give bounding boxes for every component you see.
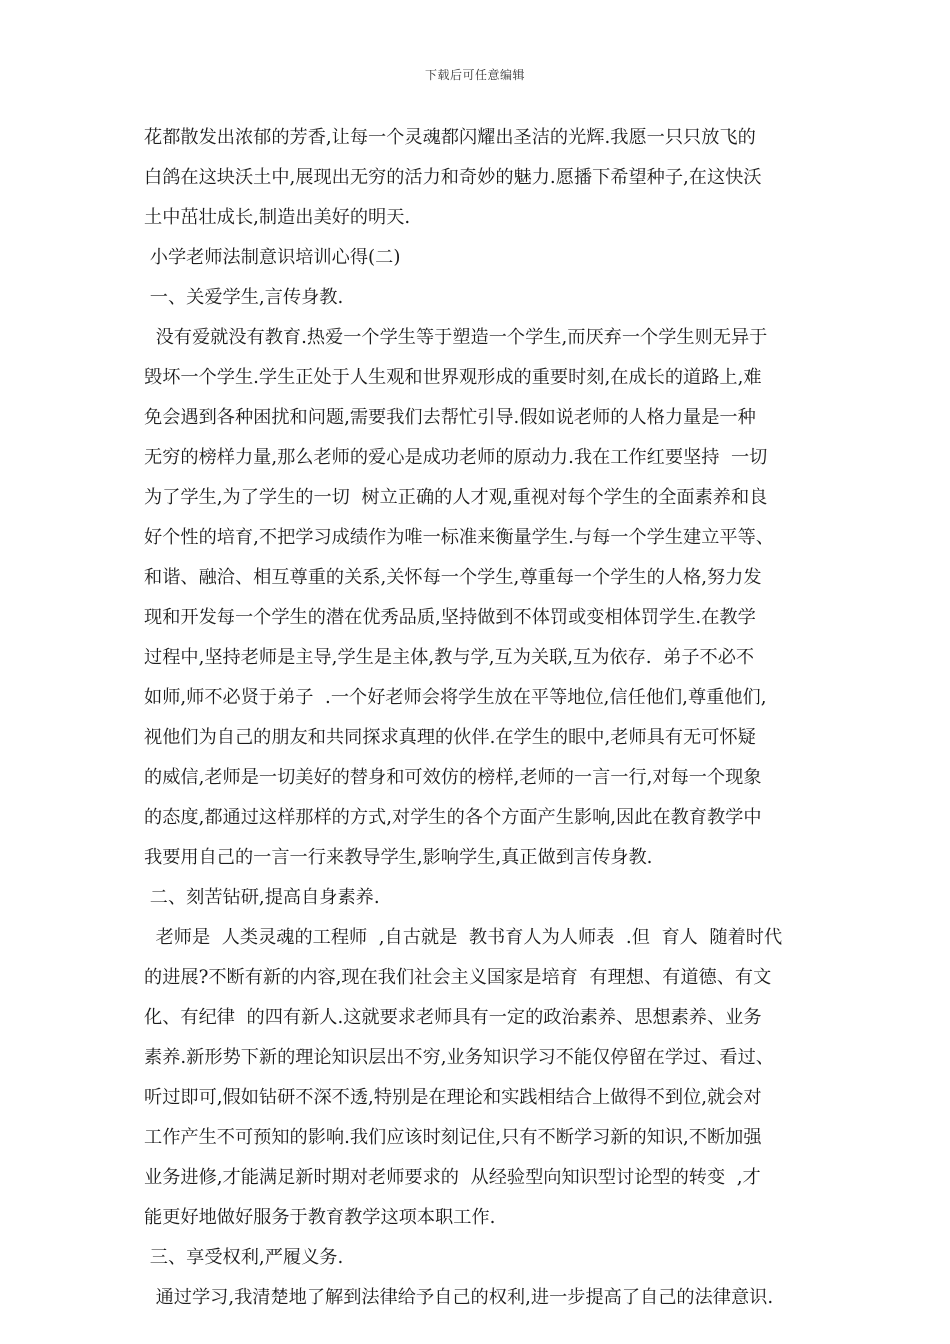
text-line: 毁坏一个学生.学生正处于人生观和世界观形成的重要时刻,在成长的道路上,难 <box>144 367 762 388</box>
text-line: 现和开发每一个学生的潜在优秀品质,坚持做到不体罚或变相体罚学生.在教学 <box>144 607 756 628</box>
text-line: 无穷的榜样力量,那么老师的爱心是成功老师的原动力.我在工作红要坚持 一切 <box>144 447 768 468</box>
text-line: 过程中,坚持老师是主导,学生是主体,教与学,互为关联,互为依存. 弟子不必不 <box>144 647 755 668</box>
text-line: 我要用自己的一言一行来教导学生,影响学生,真正做到言传身教. <box>144 847 653 868</box>
text-line: 花都散发出浓郁的芳香,让每一个灵魂都闪耀出圣洁的光辉.我愿一只只放飞的 <box>144 127 756 148</box>
text-line: 老师是 人类灵魂的工程师 ,自古就是 教书育人为人师表 .但 育人 随着时代 <box>144 927 783 948</box>
text-line: 视他们为自己的朋友和共同探求真理的伙伴.在学生的眼中,老师具有无可怀疑 <box>144 727 756 748</box>
text-line: 通过学习,我清楚地了解到法律给予自己的权利,进一步提高了自己的法律意识. <box>144 1287 774 1308</box>
text-line: 素养.新形势下新的理论知识层出不穷,业务知识学习不能仅停留在学过、看过、 <box>144 1047 774 1068</box>
text-line: 免会遇到各种困扰和问题,需要我们去帮忙引导.假如说老师的人格力量是一种 <box>144 407 756 428</box>
section-title: 小学老师法制意识培训心得(二) <box>144 247 401 268</box>
text-line: 白鸽在这块沃土中,展现出无穷的活力和奇妙的魅力.愿播下希望种子,在这快沃 <box>144 167 762 188</box>
text-line: 业务进修,才能满足新时期对老师要求的 从经验型向知识型讨论型的转变 ,才 <box>144 1167 761 1188</box>
text-line: 如师,师不必贤于弟子 .一个好老师会将学生放在平等地位,信任他们,尊重他们, <box>144 687 767 708</box>
section-heading: 二、刻苦钻研,提高自身素养. <box>144 887 380 908</box>
text-line: 好个性的培育,不把学习成绩作为唯一标准来衡量学生.与每一个学生建立平等、 <box>144 527 774 548</box>
document-body <box>144 118 816 1318</box>
text-line: 土中茁壮成长,制造出美好的明天. <box>144 207 411 228</box>
text-line: 没有爱就没有教育.热爱一个学生等于塑造一个学生,而厌弃一个学生则无异于 <box>144 327 768 348</box>
text-line: 听过即可,假如钻研不深不透,特别是在理论和实践相结合上做得不到位,就会对 <box>144 1087 762 1108</box>
text-line: 化、有纪律 的四有新人.这就要求老师具有一定的政治素养、思想素养、业务 <box>144 1007 762 1028</box>
text-line: 的进展?不断有新的内容,现在我们社会主义国家是培育 有理想、有道德、有文 <box>144 967 772 988</box>
section-heading: 三、享受权利,严履义务. <box>144 1247 344 1268</box>
text-line: 的态度,都通过这样那样的方式,对学生的各个方面产生影响,因此在教育教学中 <box>144 807 762 828</box>
text-line: 工作产生不可预知的影响.我们应该时刻记住,只有不断学习新的知识,不断加强 <box>144 1127 762 1148</box>
text-line: 和谐、融洽、相互尊重的关系,关怀每一个学生,尊重每一个学生的人格,努力发 <box>144 567 762 588</box>
text-line: 能更好地做好服务于教育教学这项本职工作. <box>144 1207 496 1228</box>
section-heading: 一、关爱学生,言传身教. <box>144 287 344 308</box>
page-header: 下载后可任意编辑 <box>424 68 525 82</box>
text-line: 为了学生,为了学生的一切 树立正确的人才观,重视对每个学生的全面素养和良 <box>144 487 768 508</box>
text-line: 的威信,老师是一切美好的替身和可效仿的榜样,老师的一言一行,对每一个现象 <box>144 767 762 788</box>
